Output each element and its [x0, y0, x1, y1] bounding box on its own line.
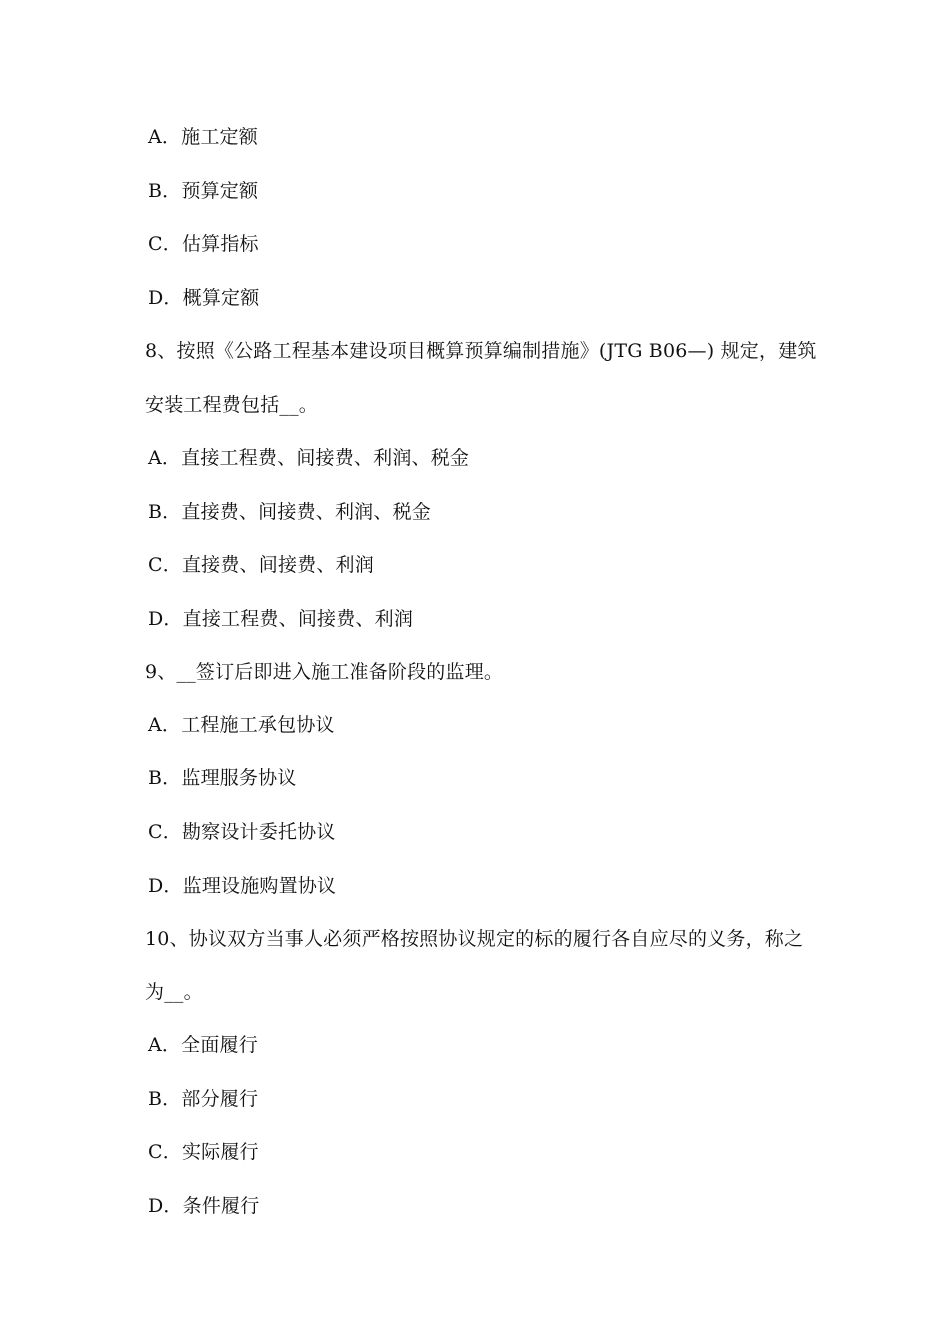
q7-option-b: B．预算定额 [148, 180, 259, 202]
q10-option-b: B．部分履行 [148, 1088, 259, 1110]
q9-option-d: D．监理设施购置协议 [148, 875, 337, 897]
q7-option-c: C．估算指标 [148, 233, 259, 255]
q8-stem-line2: 安装工程费包括__。 [145, 394, 319, 416]
q10-stem-line1: 10、协议双方当事人必须严格按照协议规定的标的履行各自应尽的义务，称之 [145, 928, 804, 950]
q9-stem: 9、__签订后即进入施工准备阶段的监理。 [145, 661, 504, 683]
q8-option-d: D．直接工程费、间接费、利润 [148, 608, 414, 630]
q8-option-c: C．直接费、间接费、利润 [148, 554, 374, 576]
q9-option-c: C．勘察设计委托协议 [148, 821, 336, 843]
q10-stem-line2: 为__。 [145, 981, 203, 1003]
q7-option-a: A．施工定额 [148, 126, 258, 148]
q10-option-a: A．全面履行 [148, 1034, 258, 1056]
q8-option-a: A．直接工程费、间接费、利润、税金 [148, 447, 470, 469]
q8-option-b: B．直接费、间接费、利润、税金 [148, 501, 431, 523]
q8-stem-line1: 8、按照《公路工程基本建设项目概算预算编制措施》(JTG B06—) 规定，建筑 [145, 340, 817, 362]
q9-option-b: B．监理服务协议 [148, 767, 297, 789]
q7-option-d: D．概算定额 [148, 287, 260, 309]
q9-option-a: A．工程施工承包协议 [148, 714, 335, 736]
q10-option-d: D．条件履行 [148, 1195, 260, 1217]
q10-option-c: C．实际履行 [148, 1141, 259, 1163]
